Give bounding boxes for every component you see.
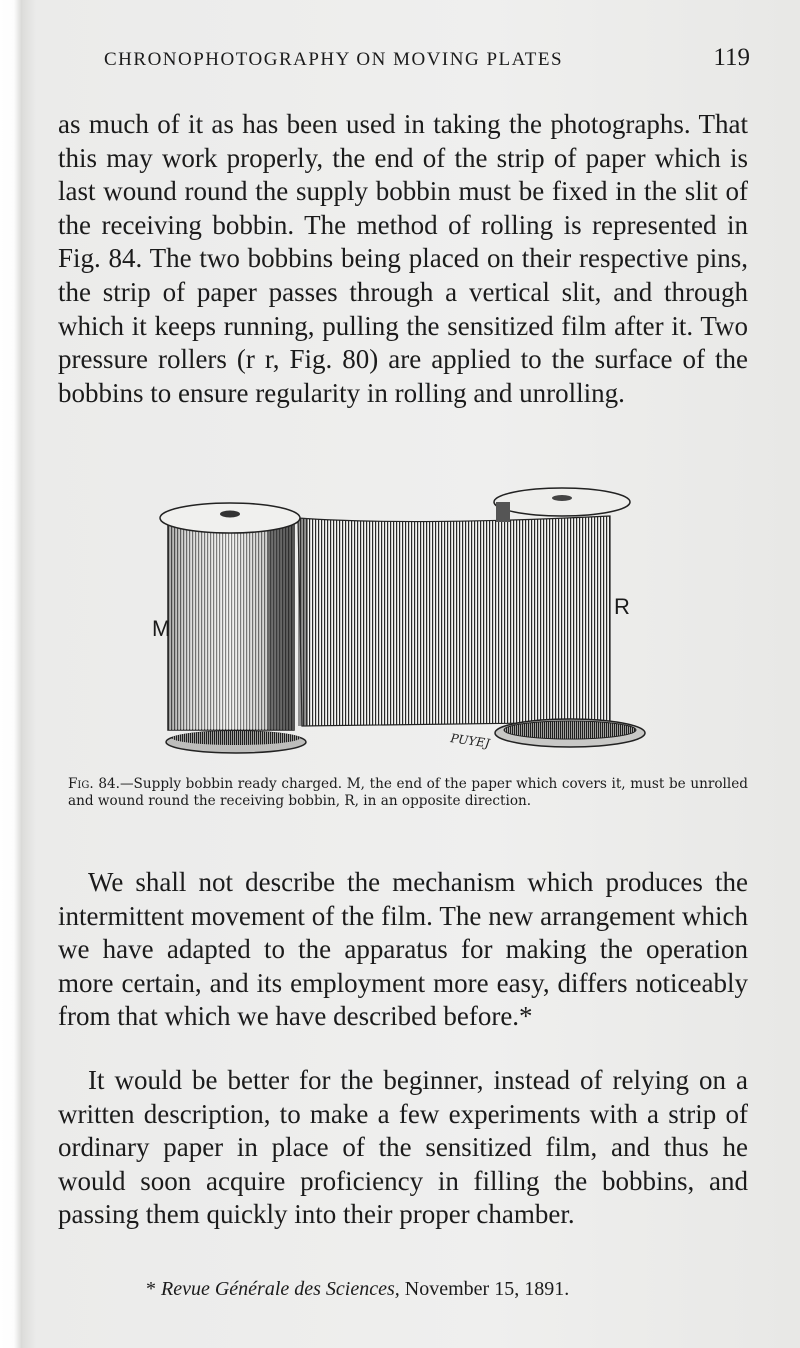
page-edge	[0, 0, 22, 1348]
left-bobbin-flange	[160, 503, 300, 533]
running-head: CHRONOPHOTOGRAPHY ON MOVING PLATES	[104, 49, 564, 70]
footnote	[146, 1278, 766, 1301]
footnote-date: November 15, 1891.	[404, 1278, 570, 1300]
paragraph-2-text: We shall not describe the mechanism which produces the intermittent movement of the film. The new arrangement which we have adapted to the apparatus for making the operation more certain, and its employment more easy, differs noticeably from that which we have described before.*	[58, 867, 748, 1032]
caption-text: —Supply bobbin ready charged. M, the end of the paper which covers it, must be unrolled and wound round the receiving bobbin, R, in an opposite direction.	[68, 776, 748, 809]
label-m: M	[152, 616, 171, 641]
paragraph-1	[58, 108, 748, 410]
bobbin-illustration	[150, 486, 660, 766]
footnote-marker: *	[146, 1278, 156, 1300]
paragraph-3-text: It would be better for the beginner, instead of relying on a written description, to make a few experiments with a strip of ordinary paper in place of the sensitized film, and thus he would soon acquire proficiency in filling the bobbins, and passing them quickly into their proper chamber.	[58, 1065, 748, 1230]
illustrator-signature: PUYEJ	[449, 731, 491, 751]
figure-84	[150, 486, 660, 766]
figure-caption	[68, 776, 748, 810]
page-number: 119	[713, 44, 750, 71]
page-header	[104, 44, 750, 84]
film-strip	[298, 516, 610, 726]
paragraph-3	[58, 1064, 748, 1232]
paragraph-1-text: as much of it as has been used in taking the photographs. That this may work properly, the end of the strip of paper which is last wound round the supply bobbin must be fixed in the slit of the receiving bobbin. The method of rolling is represented in Fig. 84. The two bobbins being placed on their respective pins, the strip of paper passes through a vertical slit, and through which it keeps running, pulling the sensitized film after it. Two pressure rollers (r r, Fig. 80) are applied to the surface of the bobbins to ensure regularity in rolling and unrolling.	[58, 109, 748, 408]
caption-figure-number: Fig. 84.	[68, 776, 120, 792]
footnote-title: Revue Générale des Sciences,	[161, 1278, 400, 1300]
paragraph-2	[58, 866, 748, 1034]
label-r: R	[614, 594, 630, 619]
right-bobbin-flange	[494, 488, 630, 516]
